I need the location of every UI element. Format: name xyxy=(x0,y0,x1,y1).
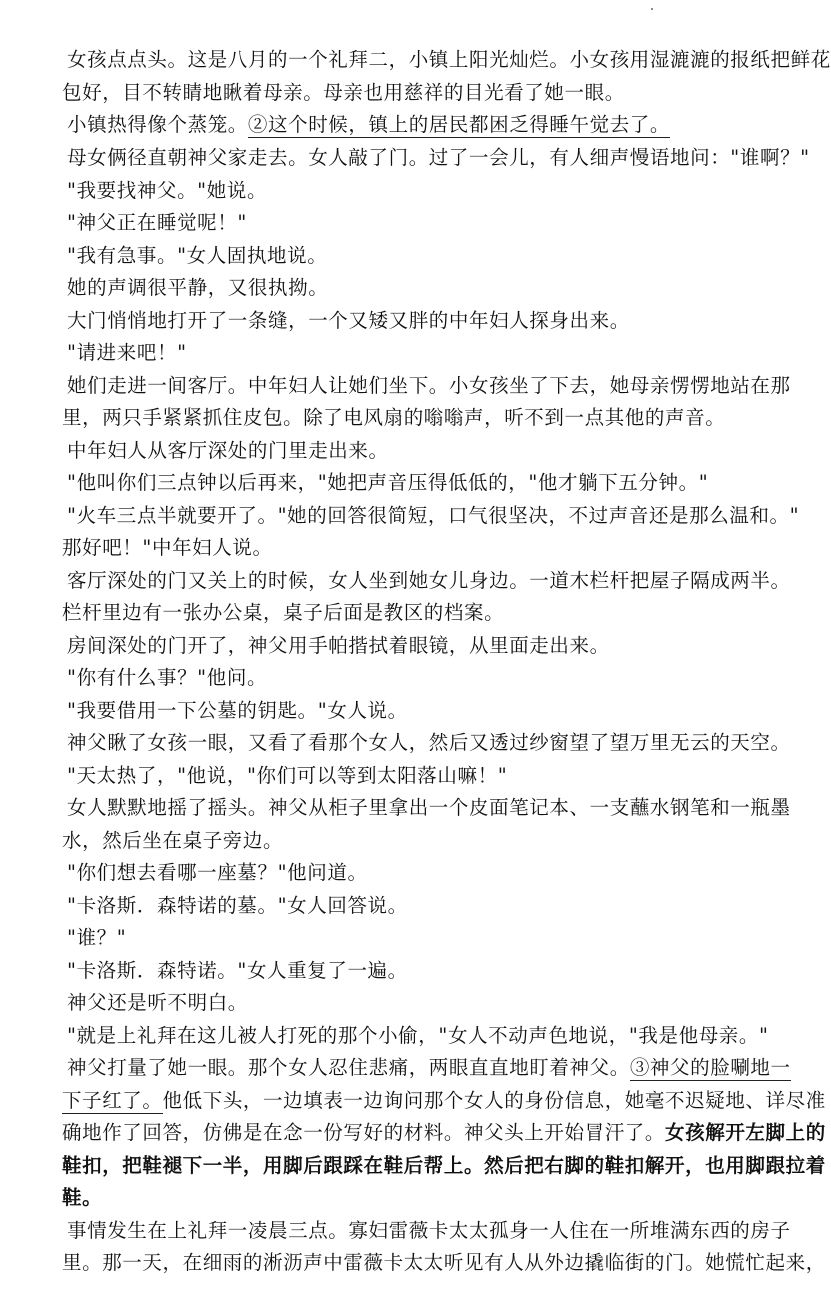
text-line: 事情发生在上礼拜一凌晨三点。寡妇雷薇卡太太孤身一人住在一所堆满东西的房子 xyxy=(67,1219,791,1242)
text-line: 那好吧！"中年妇人说。 xyxy=(62,536,273,559)
text-line: "我要找神父。"她说。 xyxy=(67,179,268,202)
text-line: "就是上礼拜在这儿被人打死的那个小偷，"女人不动声色地说，"我是他母亲。" xyxy=(67,1024,769,1047)
text-line: 母女俩径直朝神父家走去。女人敲了门。过了一会儿，有人细声慢语地问："谁啊？" xyxy=(67,146,810,169)
underlined-sentence-3: ③神父的脸唰地一 xyxy=(629,1056,791,1079)
text-segment: 神父打量了她一眼。那个女人忍住悲痛，两眼直直地盯着神父。 xyxy=(67,1056,630,1079)
text-line: "我有急事。"女人固执地说。 xyxy=(67,244,328,267)
text-line: "神父正在睡觉呢！" xyxy=(67,211,247,234)
text-line: "谁？" xyxy=(67,926,127,949)
text-line xyxy=(62,1119,826,1147)
text-line xyxy=(62,1087,826,1115)
text-line: "你们想去看哪一座墓？"他问道。 xyxy=(67,861,368,884)
text-line: 里，两只手紧紧抓住皮包。除了电风扇的嗡嗡声，听不到一点其他的声音。 xyxy=(62,406,726,429)
text-line: 女人默默地摇了摇头。神父从柜子里拿出一个皮面笔记本、一支蘸水钢笔和一瓶墨 xyxy=(67,796,791,819)
underlined-sentence-3-cont: 下子红了。 xyxy=(62,1089,163,1112)
text-line: "天太热了，"他说，"你们可以等到太阳落山嘛！" xyxy=(67,764,508,787)
bold-passage: 女孩解开左脚上的 xyxy=(665,1121,826,1144)
text-line: 她们走进一间客厅。中年妇人让她们坐下。小女孩坐了下去，她母亲愣愣地站在那 xyxy=(67,374,791,397)
text-line: "他叫你们三点钟以后再来，"她把声音压得低低的，"他才躺下五分钟。" xyxy=(67,471,709,494)
text-line: "我要借用一下公墓的钥匙。"女人说。 xyxy=(67,699,408,722)
text-line: "卡洛斯．森特诺。"女人重复了一遍。 xyxy=(67,959,408,982)
text-line: 神父还是听不明白。 xyxy=(67,991,248,1014)
text-line xyxy=(67,1054,791,1082)
text-line: "卡洛斯．森特诺的墓。"女人回答说。 xyxy=(67,894,408,917)
text-line: 栏杆里边有一张办公桌，桌子后面是教区的档案。 xyxy=(62,601,505,624)
text-line: 中年妇人从客厅深处的门里走出来。 xyxy=(67,439,389,462)
underlined-sentence-2: ②这个时候，镇上的居民都困乏得睡午觉去了。 xyxy=(247,113,671,136)
text-line: 神父瞅了女孩一眼，又看了看那个女人，然后又透过纱窗望了望万里无云的天空。 xyxy=(67,731,791,754)
text-line: "火车三点半就要开了。"她的回答很简短，口气很坚决，不过声音还是那么温和。" xyxy=(67,504,800,527)
scan-speck xyxy=(651,8,653,10)
text-segment: 他低下头，一边填表一边询问那个女人的身份信息，她毫不迟疑地、详尽准 xyxy=(162,1089,826,1112)
bold-text-line: 鞋。 xyxy=(62,1186,103,1209)
text-line: 大门悄悄地打开了一条缝，一个又矮又胖的中年妇人探身出来。 xyxy=(67,309,630,332)
text-line: 里。那一天，在细雨的淅沥声中雷薇卡太太听见有人从外边撬临街的门。她慌忙起来， xyxy=(62,1251,826,1274)
text-line: "请进来吧！" xyxy=(67,341,187,364)
text-line xyxy=(67,111,670,139)
text-line: 房间深处的门开了，神父用手帕揩拭着眼镜，从里面走出来。 xyxy=(67,634,610,657)
bold-text-line: 鞋扣，把鞋褪下一半，用脚后跟踩在鞋后帮上。然后把右脚的鞋扣解开，也用脚跟拉着 xyxy=(62,1154,826,1177)
text-line: 客厅深处的门又关上的时候，女人坐到她女儿身边。一道木栏杆把屋子隔成两半。 xyxy=(67,569,791,592)
text-line: 包好，目不转睛地瞅着母亲。母亲也用慈祥的目光看了她一眼。 xyxy=(62,81,625,104)
text-segment: 小镇热得像个蒸笼。 xyxy=(67,113,248,136)
text-line: 女孩点点头。这是八月的一个礼拜二，小镇上阳光灿烂。小女孩用湿漉漉的报纸把鲜花 xyxy=(67,48,831,71)
text-line: 她的声调很平静，又很执拗。 xyxy=(67,276,329,299)
text-line: 水，然后坐在桌子旁边。 xyxy=(62,829,284,852)
text-line: "你有什么事？"他问。 xyxy=(67,666,268,689)
text-segment: 确地作了回答，仿佛是在念一份写好的材料。神父头上开始冒汗了。 xyxy=(62,1121,666,1144)
